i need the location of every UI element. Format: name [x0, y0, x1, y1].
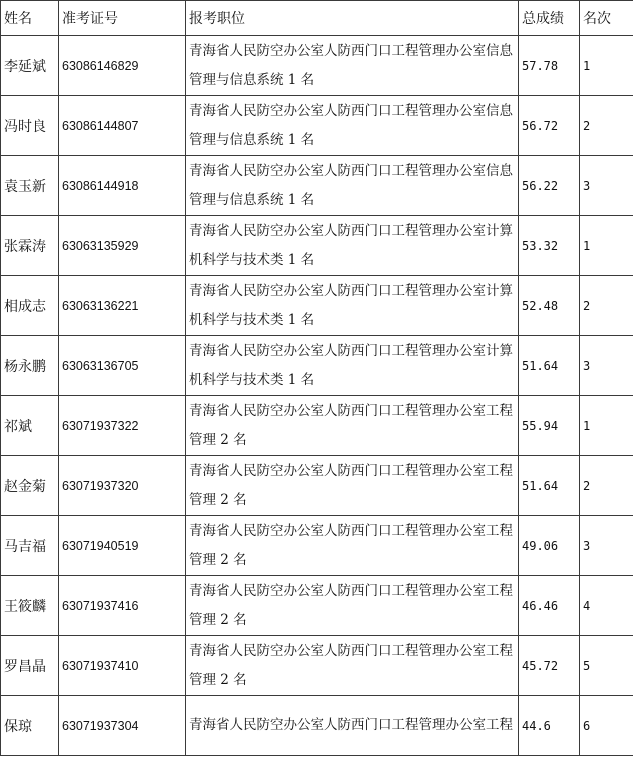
- cell-position: 青海省人民防空办公室人防西门口工程管理办公室工程管理 2 名: [186, 396, 519, 456]
- cell-total-score: 57.78: [519, 36, 580, 96]
- cell-position: 青海省人民防空办公室人防西门口工程管理办公室计算机科学与技术类 1 名: [186, 216, 519, 276]
- cell-exam-id: 63086144918: [59, 156, 186, 216]
- cell-position: 青海省人民防空办公室人防西门口工程管理办公室工程管理 2 名: [186, 636, 519, 696]
- cell-exam-id: 63086146829: [59, 36, 186, 96]
- cell-rank: 3: [580, 516, 633, 576]
- cell-position: 青海省人民防空办公室人防西门口工程管理办公室计算机科学与技术类 1 名: [186, 276, 519, 336]
- cell-position: 青海省人民防空办公室人防西门口工程管理办公室信息管理与信息系统 1 名: [186, 96, 519, 156]
- cell-position: 青海省人民防空办公室人防西门口工程管理办公室信息管理与信息系统 1 名: [186, 156, 519, 216]
- cell-total-score: 56.22: [519, 156, 580, 216]
- table-row: [1, 96, 633, 156]
- table-body: [1, 36, 633, 756]
- cell-total-score: 56.72: [519, 96, 580, 156]
- cell-position: 青海省人民防空办公室人防西门口工程管理办公室工程: [186, 696, 519, 756]
- table-row: [1, 156, 633, 216]
- cell-rank: 1: [580, 396, 633, 456]
- cell-name: 杨永鹏: [1, 336, 59, 396]
- cell-name: 张霖涛: [1, 216, 59, 276]
- cell-name: 罗昌晶: [1, 636, 59, 696]
- header-name: 姓名: [1, 1, 59, 36]
- cell-exam-id: 63071940519: [59, 516, 186, 576]
- cell-name: 赵金菊: [1, 456, 59, 516]
- cell-exam-id: 63071937410: [59, 636, 186, 696]
- cell-position: 青海省人民防空办公室人防西门口工程管理办公室计算机科学与技术类 1 名: [186, 336, 519, 396]
- cell-exam-id: 63071937320: [59, 456, 186, 516]
- cell-total-score: 52.48: [519, 276, 580, 336]
- cell-total-score: 53.32: [519, 216, 580, 276]
- table-row: [1, 36, 633, 96]
- cell-rank: 3: [580, 156, 633, 216]
- cell-name: 马吉福: [1, 516, 59, 576]
- cell-total-score: 44.6: [519, 696, 580, 756]
- cell-exam-id: 63071937304: [59, 696, 186, 756]
- cell-rank: 2: [580, 96, 633, 156]
- header-rank: 名次: [580, 1, 633, 36]
- table-row: [1, 336, 633, 396]
- cell-position: 青海省人民防空办公室人防西门口工程管理办公室信息管理与信息系统 1 名: [186, 36, 519, 96]
- cell-name: 袁玉新: [1, 156, 59, 216]
- table-row: [1, 216, 633, 276]
- cell-total-score: 55.94: [519, 396, 580, 456]
- cell-name: 王筱麟: [1, 576, 59, 636]
- header-total-score: 总成绩: [519, 1, 580, 36]
- cell-total-score: 51.64: [519, 336, 580, 396]
- cell-rank: 1: [580, 36, 633, 96]
- table-row: [1, 576, 633, 636]
- cell-rank: 6: [580, 696, 633, 756]
- cell-rank: 1: [580, 216, 633, 276]
- cell-rank: 2: [580, 276, 633, 336]
- cell-exam-id: 63063136705: [59, 336, 186, 396]
- cell-rank: 4: [580, 576, 633, 636]
- cell-name: 保琼: [1, 696, 59, 756]
- table-row: [1, 396, 633, 456]
- cell-name: 祁斌: [1, 396, 59, 456]
- table-row: [1, 276, 633, 336]
- cell-position: 青海省人民防空办公室人防西门口工程管理办公室工程管理 2 名: [186, 516, 519, 576]
- cell-position: 青海省人民防空办公室人防西门口工程管理办公室工程管理 2 名: [186, 576, 519, 636]
- header-row: [1, 1, 633, 36]
- cell-total-score: 49.06: [519, 516, 580, 576]
- table-row: [1, 696, 633, 756]
- table-row: [1, 636, 633, 696]
- header-exam-id: 准考证号: [59, 1, 186, 36]
- cell-rank: 5: [580, 636, 633, 696]
- cell-rank: 2: [580, 456, 633, 516]
- cell-exam-id: 63071937322: [59, 396, 186, 456]
- table-row: [1, 516, 633, 576]
- cell-exam-id: 63063135929: [59, 216, 186, 276]
- header-position: 报考职位: [186, 1, 519, 36]
- cell-exam-id: 63086144807: [59, 96, 186, 156]
- cell-total-score: 45.72: [519, 636, 580, 696]
- cell-name: 冯时良: [1, 96, 59, 156]
- table-row: [1, 456, 633, 516]
- cell-exam-id: 63063136221: [59, 276, 186, 336]
- cell-total-score: 46.46: [519, 576, 580, 636]
- cell-total-score: 51.64: [519, 456, 580, 516]
- cell-position: 青海省人民防空办公室人防西门口工程管理办公室工程管理 2 名: [186, 456, 519, 516]
- cell-name: 李延斌: [1, 36, 59, 96]
- cell-rank: 3: [580, 336, 633, 396]
- cell-name: 相成志: [1, 276, 59, 336]
- cell-exam-id: 63071937416: [59, 576, 186, 636]
